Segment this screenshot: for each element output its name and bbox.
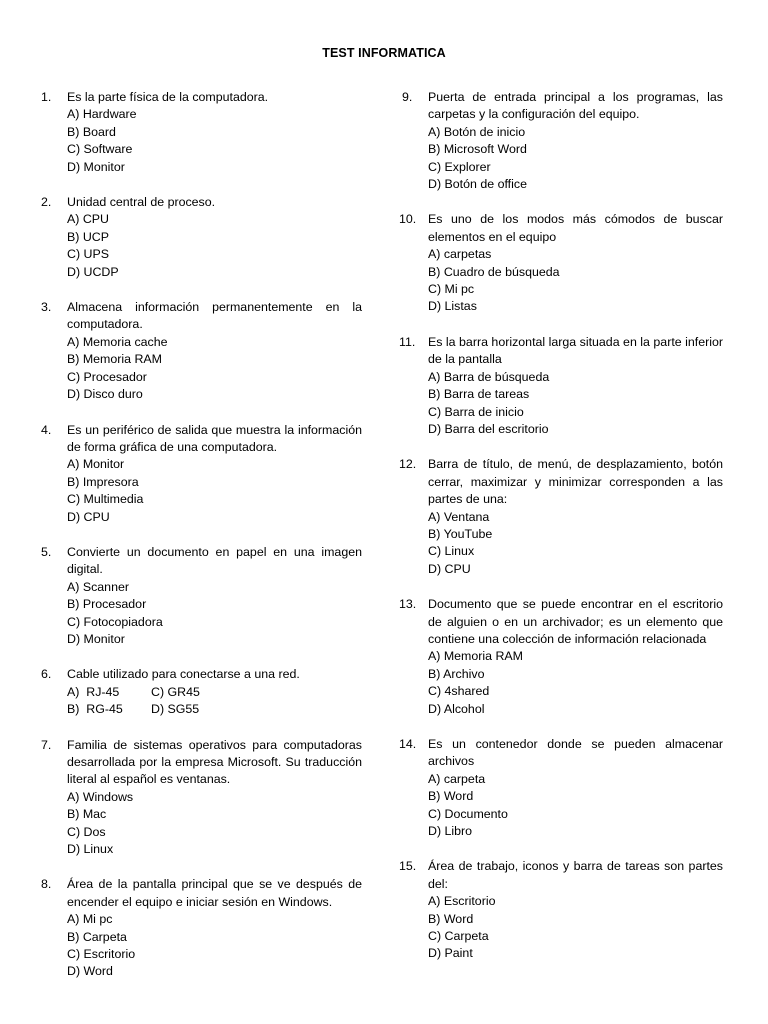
answer-option: A) Monitor (67, 457, 125, 472)
question-item (399, 334, 723, 438)
question-number: 12. (399, 457, 417, 472)
answer-option: B) Procesador (67, 597, 147, 612)
question-item (41, 299, 362, 403)
answer-option: D) Alcohol (428, 701, 485, 716)
answer-option: A) Memoria RAM (428, 649, 524, 664)
question-text: Es un contenedor donde se pueden almacenar archivos (428, 737, 723, 769)
answer-option: C) UPS (67, 247, 109, 262)
answer-option: C) Software (67, 142, 133, 157)
answer-option: C) GR45 (151, 684, 200, 699)
answer-option: C) Linux (428, 544, 475, 559)
question-number: 2. (41, 195, 52, 210)
answer-option: C) Multimedia (67, 492, 144, 507)
question-item (41, 422, 362, 526)
answer-option: D) Disco duro (67, 387, 143, 402)
answer-option: C) 4shared (428, 684, 490, 699)
answer-option: B) Board (67, 124, 116, 139)
answer-option: C) Explorer (428, 159, 491, 174)
question-number: 4. (41, 422, 52, 437)
answer-option: D) Barra del escritorio (428, 421, 549, 436)
question-item (399, 596, 723, 718)
answer-option: B) Memoria RAM (67, 352, 163, 367)
question-number: 13. (399, 597, 417, 612)
answer-option: A) Ventana (428, 509, 490, 524)
question-number: 1. (41, 90, 52, 104)
left-question-column (41, 89, 362, 981)
answer-option: A) CPU (67, 212, 109, 227)
question-number: 10. (399, 212, 417, 227)
question-text: Almacena información permanentemente en la computadora. (67, 300, 362, 332)
question-item (41, 194, 362, 281)
answer-option: C) Procesador (67, 369, 147, 384)
question-text: Área de la pantalla principal que se ve después de encender el equipo e iniciar sesión en Windows. (67, 877, 362, 909)
answer-option: D) Word (67, 964, 113, 979)
right-question-column (399, 89, 723, 963)
answer-option: B) Carpeta (67, 929, 127, 944)
answer-option: B) Cuadro de búsqueda (428, 264, 560, 279)
question-number: 7. (41, 737, 52, 752)
answer-option: C) Escritorio (67, 947, 136, 962)
answer-option: A) Botón de inicio (428, 124, 526, 139)
answer-option: A) Hardware (67, 107, 137, 122)
answer-option: A) Scanner (67, 579, 129, 594)
answer-option: B) Barra de tareas (428, 387, 530, 402)
question-item (399, 736, 723, 840)
question-number: 8. (41, 877, 52, 892)
answer-option: D) Monitor (67, 631, 125, 646)
answer-option: C) Dos (67, 824, 106, 839)
answer-option: A) RJ-45 (67, 684, 120, 699)
answer-option: C) Carpeta (428, 929, 489, 944)
answer-option: B) Mac (67, 807, 107, 822)
answer-option: B) Archivo (428, 666, 485, 681)
question-text: Cable utilizado para conectarse a una red. (67, 667, 300, 682)
question-text: Familia de sistemas operativos para computadoras desarrollada por la empresa Microsoft. Su traducción literal al español es ventanas. (67, 737, 362, 787)
answer-option: C) Fotocopiadora (67, 614, 163, 629)
answer-option-row (67, 701, 362, 718)
answer-option: A) carpetas (428, 247, 492, 262)
question-number: 9. (402, 90, 413, 104)
answer-option: C) Documento (428, 806, 508, 821)
question-text: Área de trabajo, iconos y barra de tareas son partes del: (428, 859, 723, 891)
question-text: Es uno de los modos más cómodos de buscar elementos en el equipo (428, 212, 723, 244)
question-item (41, 89, 362, 176)
question-item (41, 876, 362, 980)
question-number: 11. (399, 334, 416, 349)
question-text: Puerta de entrada principal a los programas, las carpetas y la configuración del equipo. (428, 90, 723, 122)
answer-option: D) Botón de office (428, 177, 527, 192)
question-text: Barra de título, de menú, de desplazamiento, botón cerrar, maximizar y minimizar corresponden a las partes de una: (428, 457, 723, 507)
question-text: Es la parte física de la computadora. (67, 90, 269, 104)
question-text: Documento que se puede encontrar en el escritorio de alguien o en un archivador; es un elemento que contiene una colección de información relacionada (428, 597, 723, 646)
question-item (399, 858, 723, 962)
answer-option: D) CPU (428, 561, 471, 576)
question-number: 15. (399, 859, 417, 874)
page-title: TEST INFORMATICA (322, 46, 446, 60)
answer-option: A) Memoria cache (67, 334, 168, 349)
question-item (399, 211, 723, 315)
answer-option: D) SG55 (151, 702, 200, 717)
answer-option: A) Escritorio (428, 894, 496, 909)
answer-option: D) Listas (428, 299, 477, 314)
answer-option: B) RG-45 (67, 702, 123, 717)
answer-option: D) CPU (67, 509, 110, 524)
question-number: 3. (41, 300, 52, 315)
question-text: Convierte un documento en papel en una imagen digital. (67, 544, 362, 577)
answer-option: D) Paint (428, 946, 473, 961)
question-number: 5. (41, 544, 52, 559)
answer-option-row (67, 684, 362, 701)
question-item (399, 456, 723, 578)
answer-option: B) Microsoft Word (428, 142, 527, 157)
question-number: 14. (399, 737, 417, 751)
answer-option: B) Word (428, 911, 474, 926)
answer-option: A) carpeta (428, 771, 486, 786)
answer-option: D) Libro (428, 824, 473, 839)
answer-option: C) Barra de inicio (428, 404, 524, 419)
question-item (402, 89, 723, 193)
question-item (41, 737, 362, 859)
answer-option: B) UCP (67, 229, 109, 244)
question-item (41, 544, 362, 648)
question-item (41, 666, 362, 718)
question-number: 6. (41, 667, 52, 682)
answer-option: B) Impresora (67, 474, 139, 489)
answer-option: D) Linux (67, 842, 114, 857)
question-text: Es la barra horizontal larga situada en la parte inferior de la pantalla (428, 334, 723, 367)
answer-option: B) Word (428, 789, 474, 804)
answer-option: A) Windows (67, 789, 134, 804)
answer-option: D) UCDP (67, 264, 119, 279)
answer-option: D) Monitor (67, 159, 125, 174)
question-text: Es un periférico de salida que muestra la información de forma gráfica de una computadora. (67, 422, 362, 454)
answer-option: A) Mi pc (67, 912, 113, 927)
question-text: Unidad central de proceso. (67, 195, 216, 210)
answer-option: A) Barra de búsqueda (428, 369, 550, 384)
answer-option: C) Mi pc (428, 282, 475, 297)
answer-option: B) YouTube (428, 526, 493, 541)
